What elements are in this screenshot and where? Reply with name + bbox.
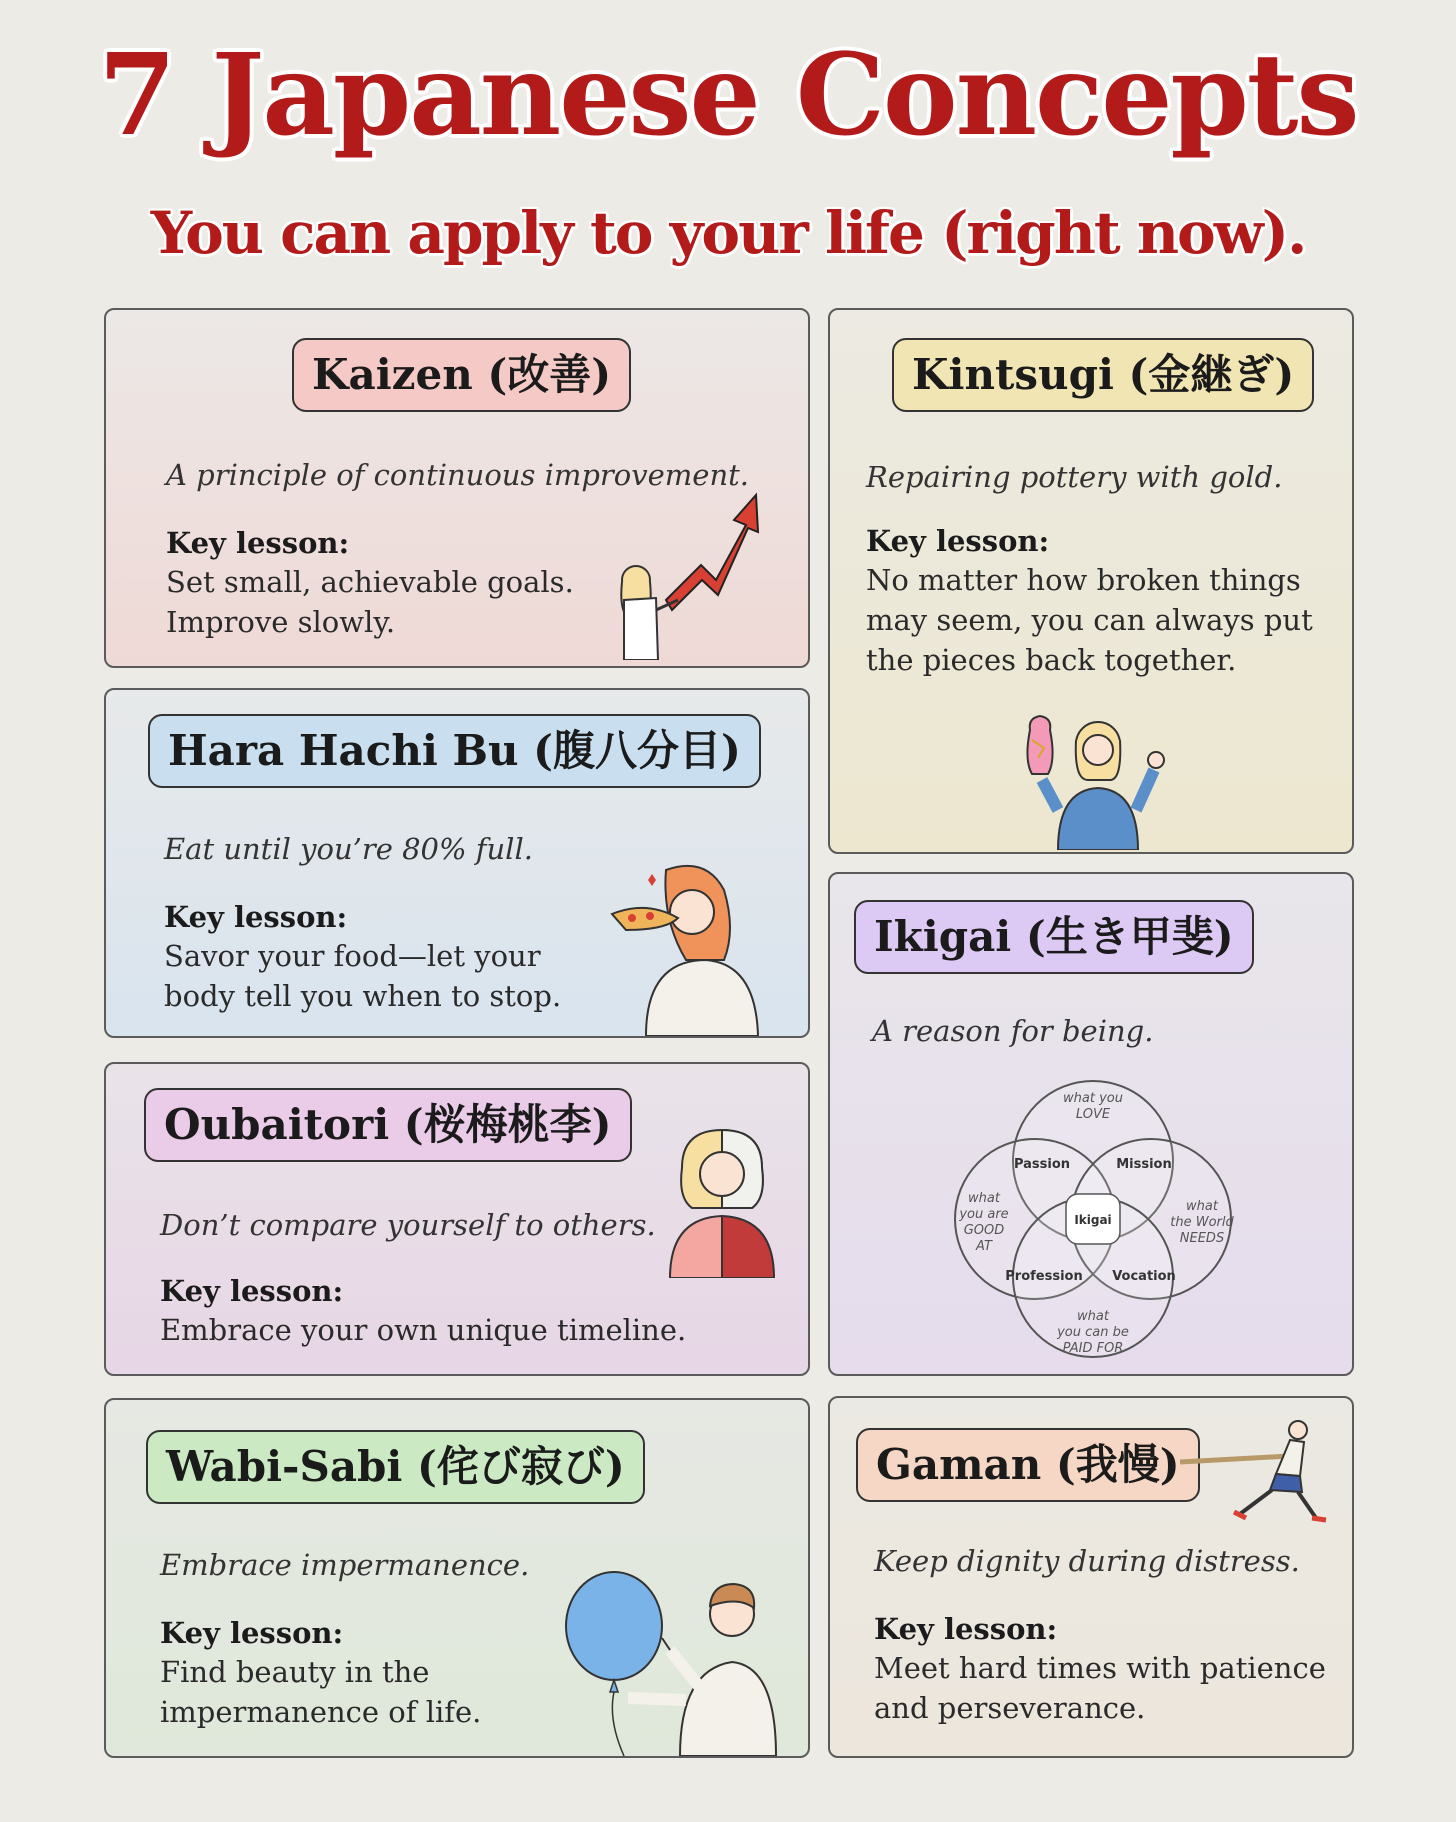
- concept-title-ikigai: Ikigai (生き甲斐): [854, 900, 1254, 974]
- key-lesson-label-wabi-sabi: Key lesson:: [160, 1616, 344, 1650]
- concept-tagline-oubaitori: Don’t compare yourself to others.: [160, 1208, 656, 1242]
- venn-world-1: what: [1186, 1199, 1218, 1214]
- venn-profession: Profession: [1005, 1269, 1083, 1284]
- kintsugi-person-illustration: [1018, 710, 1178, 850]
- key-lesson-kintsugi: No matter how broken things may seem, you can always put the pieces back together.: [866, 563, 1313, 677]
- venn-good-3: GOOD: [963, 1223, 1005, 1238]
- venn-paid-3: PAID FOR: [1062, 1341, 1124, 1356]
- card-oubaitori: [104, 1062, 810, 1376]
- tug-of-war-illustration: [1180, 1418, 1340, 1528]
- concept-tagline-kaizen: A principle of continuous improvement.: [166, 458, 750, 492]
- page-title: 7 Japanese Concepts: [98, 30, 1358, 161]
- venn-vocation: Vocation: [1112, 1269, 1176, 1284]
- card-kintsugi: [828, 308, 1354, 854]
- key-lesson-wabi-sabi: Find beauty in the impermanence of life.: [160, 1655, 482, 1729]
- venn-passion: Passion: [1013, 1157, 1071, 1172]
- concept-title-kintsugi: Kintsugi (金継ぎ): [892, 338, 1314, 412]
- concept-tagline-kintsugi: Repairing pottery with gold.: [866, 460, 1283, 494]
- venn-good-4: AT: [976, 1239, 992, 1254]
- concept-title-gaman: Gaman (我慢): [856, 1428, 1200, 1502]
- venn-good-1: what: [968, 1191, 1000, 1206]
- venn-world-3: NEEDS: [1179, 1231, 1225, 1246]
- concept-tagline-ikigai: A reason for being.: [872, 1014, 1154, 1048]
- venn-paid-1: what: [1077, 1309, 1109, 1324]
- concept-title-wabi-sabi: Wabi-Sabi (侘び寂び): [146, 1430, 645, 1504]
- eating-person-illustration: [606, 860, 776, 1036]
- card-gaman: [828, 1396, 1354, 1758]
- card-kaizen: [104, 308, 810, 668]
- venn-mission: Mission: [1116, 1157, 1172, 1172]
- concept-title-kaizen: Kaizen (改善): [292, 338, 631, 412]
- card-hara-hachi-bu: [104, 688, 810, 1038]
- key-lesson-label-gaman: Key lesson:: [874, 1612, 1058, 1646]
- page-subtitle: You can apply to your life (right now).: [150, 199, 1306, 267]
- venn-love-1: what you: [1063, 1091, 1123, 1106]
- key-lesson-label-oubaitori: Key lesson:: [160, 1274, 344, 1308]
- card-ikigai: [828, 872, 1354, 1376]
- venn-good-2: you are: [959, 1207, 1009, 1222]
- balloon-person-illustration: [562, 1570, 792, 1756]
- concept-title-hara-hachi-bu: Hara Hachi Bu (腹八分目): [148, 714, 761, 788]
- growth-chart-illustration: [606, 470, 766, 660]
- venn-center: Ikigai: [1074, 1213, 1112, 1227]
- concept-tagline-hara-hachi-bu: Eat until you’re 80% full.: [164, 832, 533, 866]
- venn-world-2: the World: [1170, 1215, 1234, 1230]
- venn-paid-2: you can be: [1057, 1325, 1129, 1340]
- key-lesson-label-hara-hachi-bu: Key lesson:: [164, 900, 348, 934]
- key-lesson-label-kintsugi: Key lesson:: [866, 524, 1050, 558]
- key-lesson-gaman: Meet hard times with patience and perseverance.: [874, 1651, 1326, 1725]
- key-lesson-kaizen: Set small, achievable goals. Improve slowly.: [166, 565, 574, 639]
- concept-tagline-wabi-sabi: Embrace impermanence.: [160, 1548, 530, 1582]
- card-wabi-sabi: [104, 1398, 810, 1758]
- concept-title-oubaitori: Oubaitori (桜梅桃李): [144, 1088, 632, 1162]
- key-lesson-oubaitori: Embrace your own unique timeline.: [160, 1313, 687, 1347]
- key-lesson-hara-hachi-bu: Savor your food—let your body tell you when to stop.: [164, 939, 562, 1013]
- concept-tagline-gaman: Keep dignity during distress.: [874, 1544, 1300, 1578]
- ikigai-venn-diagram: [948, 1074, 1238, 1364]
- venn-love-2: LOVE: [1075, 1107, 1111, 1122]
- key-lesson-label-kaizen: Key lesson:: [166, 526, 350, 560]
- two-tone-person-illustration: [662, 1128, 782, 1278]
